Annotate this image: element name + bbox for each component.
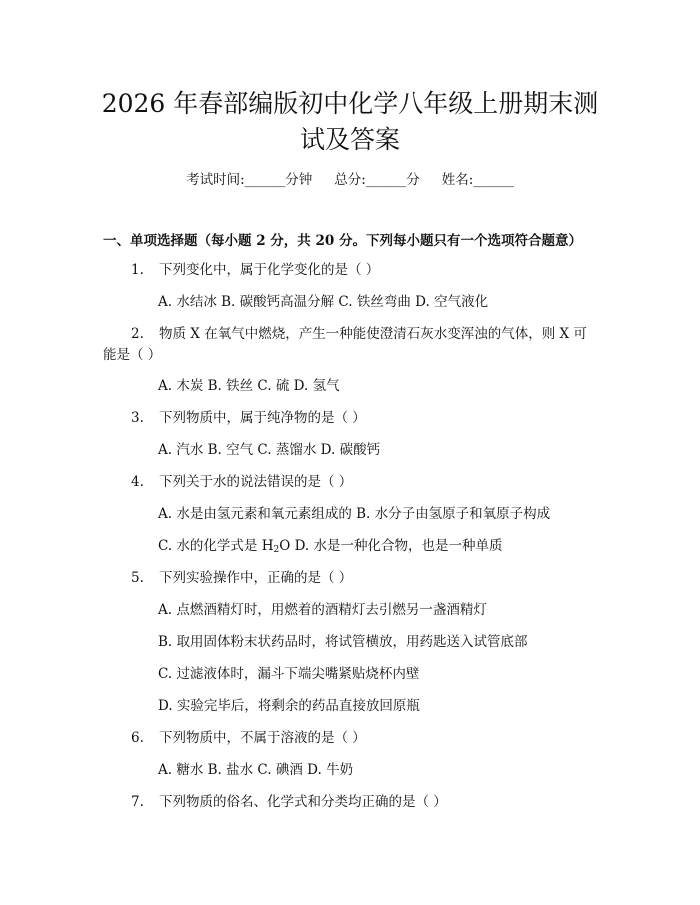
- question-text: 下列关于水的说法错误的是（ ）: [159, 474, 353, 490]
- question-text: 下列物质的俗名、化学式和分类均正确的是（ ）: [159, 794, 447, 810]
- question-text: 物质 X 在氧气中燃烧，产生一种能使澄清石灰水变浑浊的气体，则 X 可: [159, 326, 587, 342]
- question-text: 下列物质中，属于纯净物的是（ ）: [159, 410, 366, 426]
- question-number: 6.: [131, 730, 144, 746]
- question-1-stem: [131, 260, 379, 280]
- exam-title-line-1: 2026 年春部编版初中化学八年级上册期末测: [101, 89, 599, 118]
- question-text: 下列物质中，不属于溶液的是（ ）: [159, 730, 366, 746]
- question-2-stem-continued: 能是（ ）: [103, 347, 162, 363]
- question-5-option-a: A. 点燃酒精灯时，用燃着的酒精灯去引燃另一盏酒精灯: [158, 602, 487, 618]
- question-4-options-ab: A. 水是由氢元素和氧元素组成的 B. 水分子由氢原子和氧原子构成: [158, 506, 551, 522]
- score-unit: 分: [406, 172, 420, 188]
- subscript: 2: [273, 545, 280, 555]
- question-number: 4.: [131, 474, 144, 490]
- question-3-stem: [131, 408, 366, 428]
- question-2-options: A. 木炭 B. 铁丝 C. 硫 D. 氢气: [158, 378, 340, 394]
- question-number: 2.: [131, 326, 144, 342]
- question-5-option-d: D. 实验完毕后，将剩余的药品直接放回原瓶: [158, 698, 420, 714]
- score-blank: ______: [365, 172, 407, 188]
- option-c-text: C. 水的化学式是 H: [158, 538, 274, 554]
- name-blank: ______: [473, 172, 514, 188]
- name-label: 姓名:: [441, 172, 474, 188]
- question-number: 7.: [131, 794, 144, 810]
- question-number: 5.: [131, 570, 144, 586]
- question-4-options-cd: [158, 536, 503, 560]
- question-text: 下列实验操作中，正确的是（ ）: [159, 570, 353, 586]
- option-d-text: O D. 水是一种化合物，也是一种单质: [279, 538, 503, 554]
- exam-title-line-2: 试及答案: [299, 125, 400, 154]
- question-5-option-b: B. 取用固体粉末状药品时，将试管横放，用药匙送入试管底部: [158, 634, 528, 650]
- question-number: 3.: [131, 410, 144, 426]
- section-heading-single-choice: 一、单项选择题（每小题 2 分，共 20 分。下列每小题只有一个选项符合题意）: [103, 233, 582, 249]
- question-6-stem: [131, 728, 366, 748]
- question-6-options: A. 糖水 B. 盐水 C. 碘酒 D. 牛奶: [158, 762, 354, 778]
- question-3-options: A. 汽水 B. 空气 C. 蒸馏水 D. 碳酸钙: [158, 442, 381, 458]
- question-number: 1.: [131, 262, 144, 278]
- question-4-stem: [131, 472, 352, 492]
- time-unit: 分钟: [285, 172, 313, 188]
- question-5-stem: [131, 568, 352, 588]
- score-label: 总分:: [334, 172, 366, 188]
- question-1-options: A. 水结冰 B. 碳酸钙高温分解 C. 铁丝弯曲 D. 空气液化: [158, 294, 489, 310]
- question-2-stem: [131, 324, 587, 344]
- question-5-option-c: C. 过滤液体时，漏斗下端尖嘴紧贴烧杯内壁: [158, 666, 420, 682]
- time-label: 考试时间:: [186, 172, 245, 188]
- exam-meta: [0, 168, 700, 188]
- question-7-stem: [131, 792, 447, 812]
- question-text: 下列变化中，属于化学变化的是（ ）: [159, 262, 380, 278]
- time-blank: ______: [244, 172, 286, 188]
